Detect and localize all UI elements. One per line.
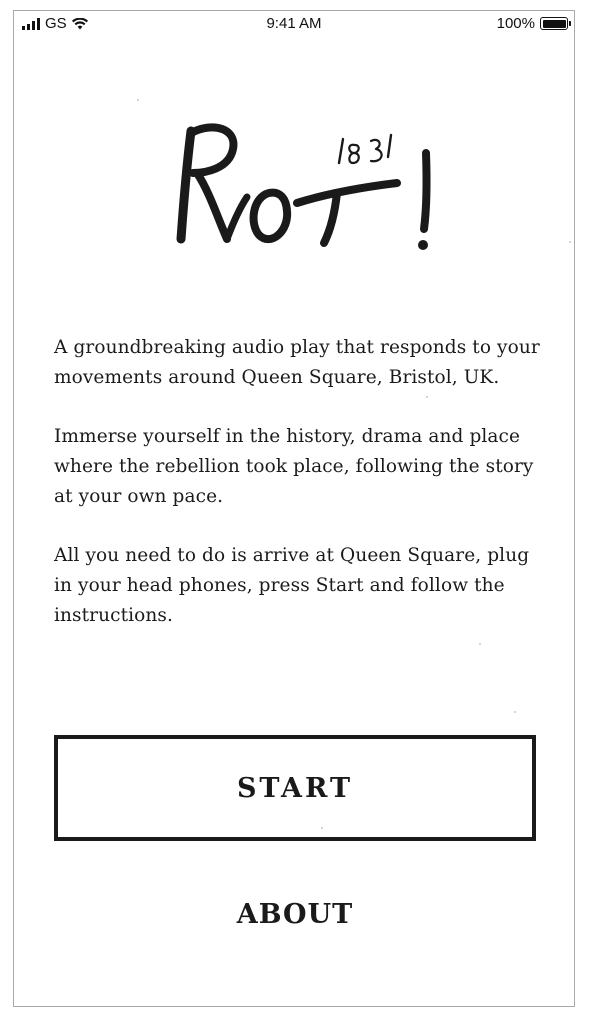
phone-screen (13, 10, 575, 1007)
intro-paragraph: Immerse yourself in the history, drama and place where the rebellion took place, following the story at your own pace. (54, 426, 534, 507)
riot-logo (159, 111, 439, 271)
paper-speck (569, 241, 571, 243)
status-bar (14, 11, 574, 37)
start-button[interactable] (54, 735, 536, 841)
status-right (497, 15, 568, 32)
intro-paragraph: A groundbreaking audio play that responds to your movements around Queen Square, Bristol, UK. (54, 337, 540, 388)
carrier-name: GS (45, 15, 67, 32)
paper-speck (137, 99, 139, 101)
paper-speck (479, 643, 481, 645)
start-button-label: START (236, 772, 354, 804)
about-button[interactable]: ABOUT (236, 899, 354, 930)
intro-paragraph: All you need to do is arrive at Queen Square, plug in your head phones, press Start and follow the instructions. (54, 545, 530, 626)
status-time: 9:41 AM (266, 15, 322, 32)
paper-speck (514, 711, 516, 713)
battery-percent: 100% (496, 15, 535, 32)
paper-speck (426, 396, 428, 398)
intro-text (54, 333, 544, 660)
battery-icon (540, 17, 568, 30)
paper-speck (321, 827, 323, 829)
